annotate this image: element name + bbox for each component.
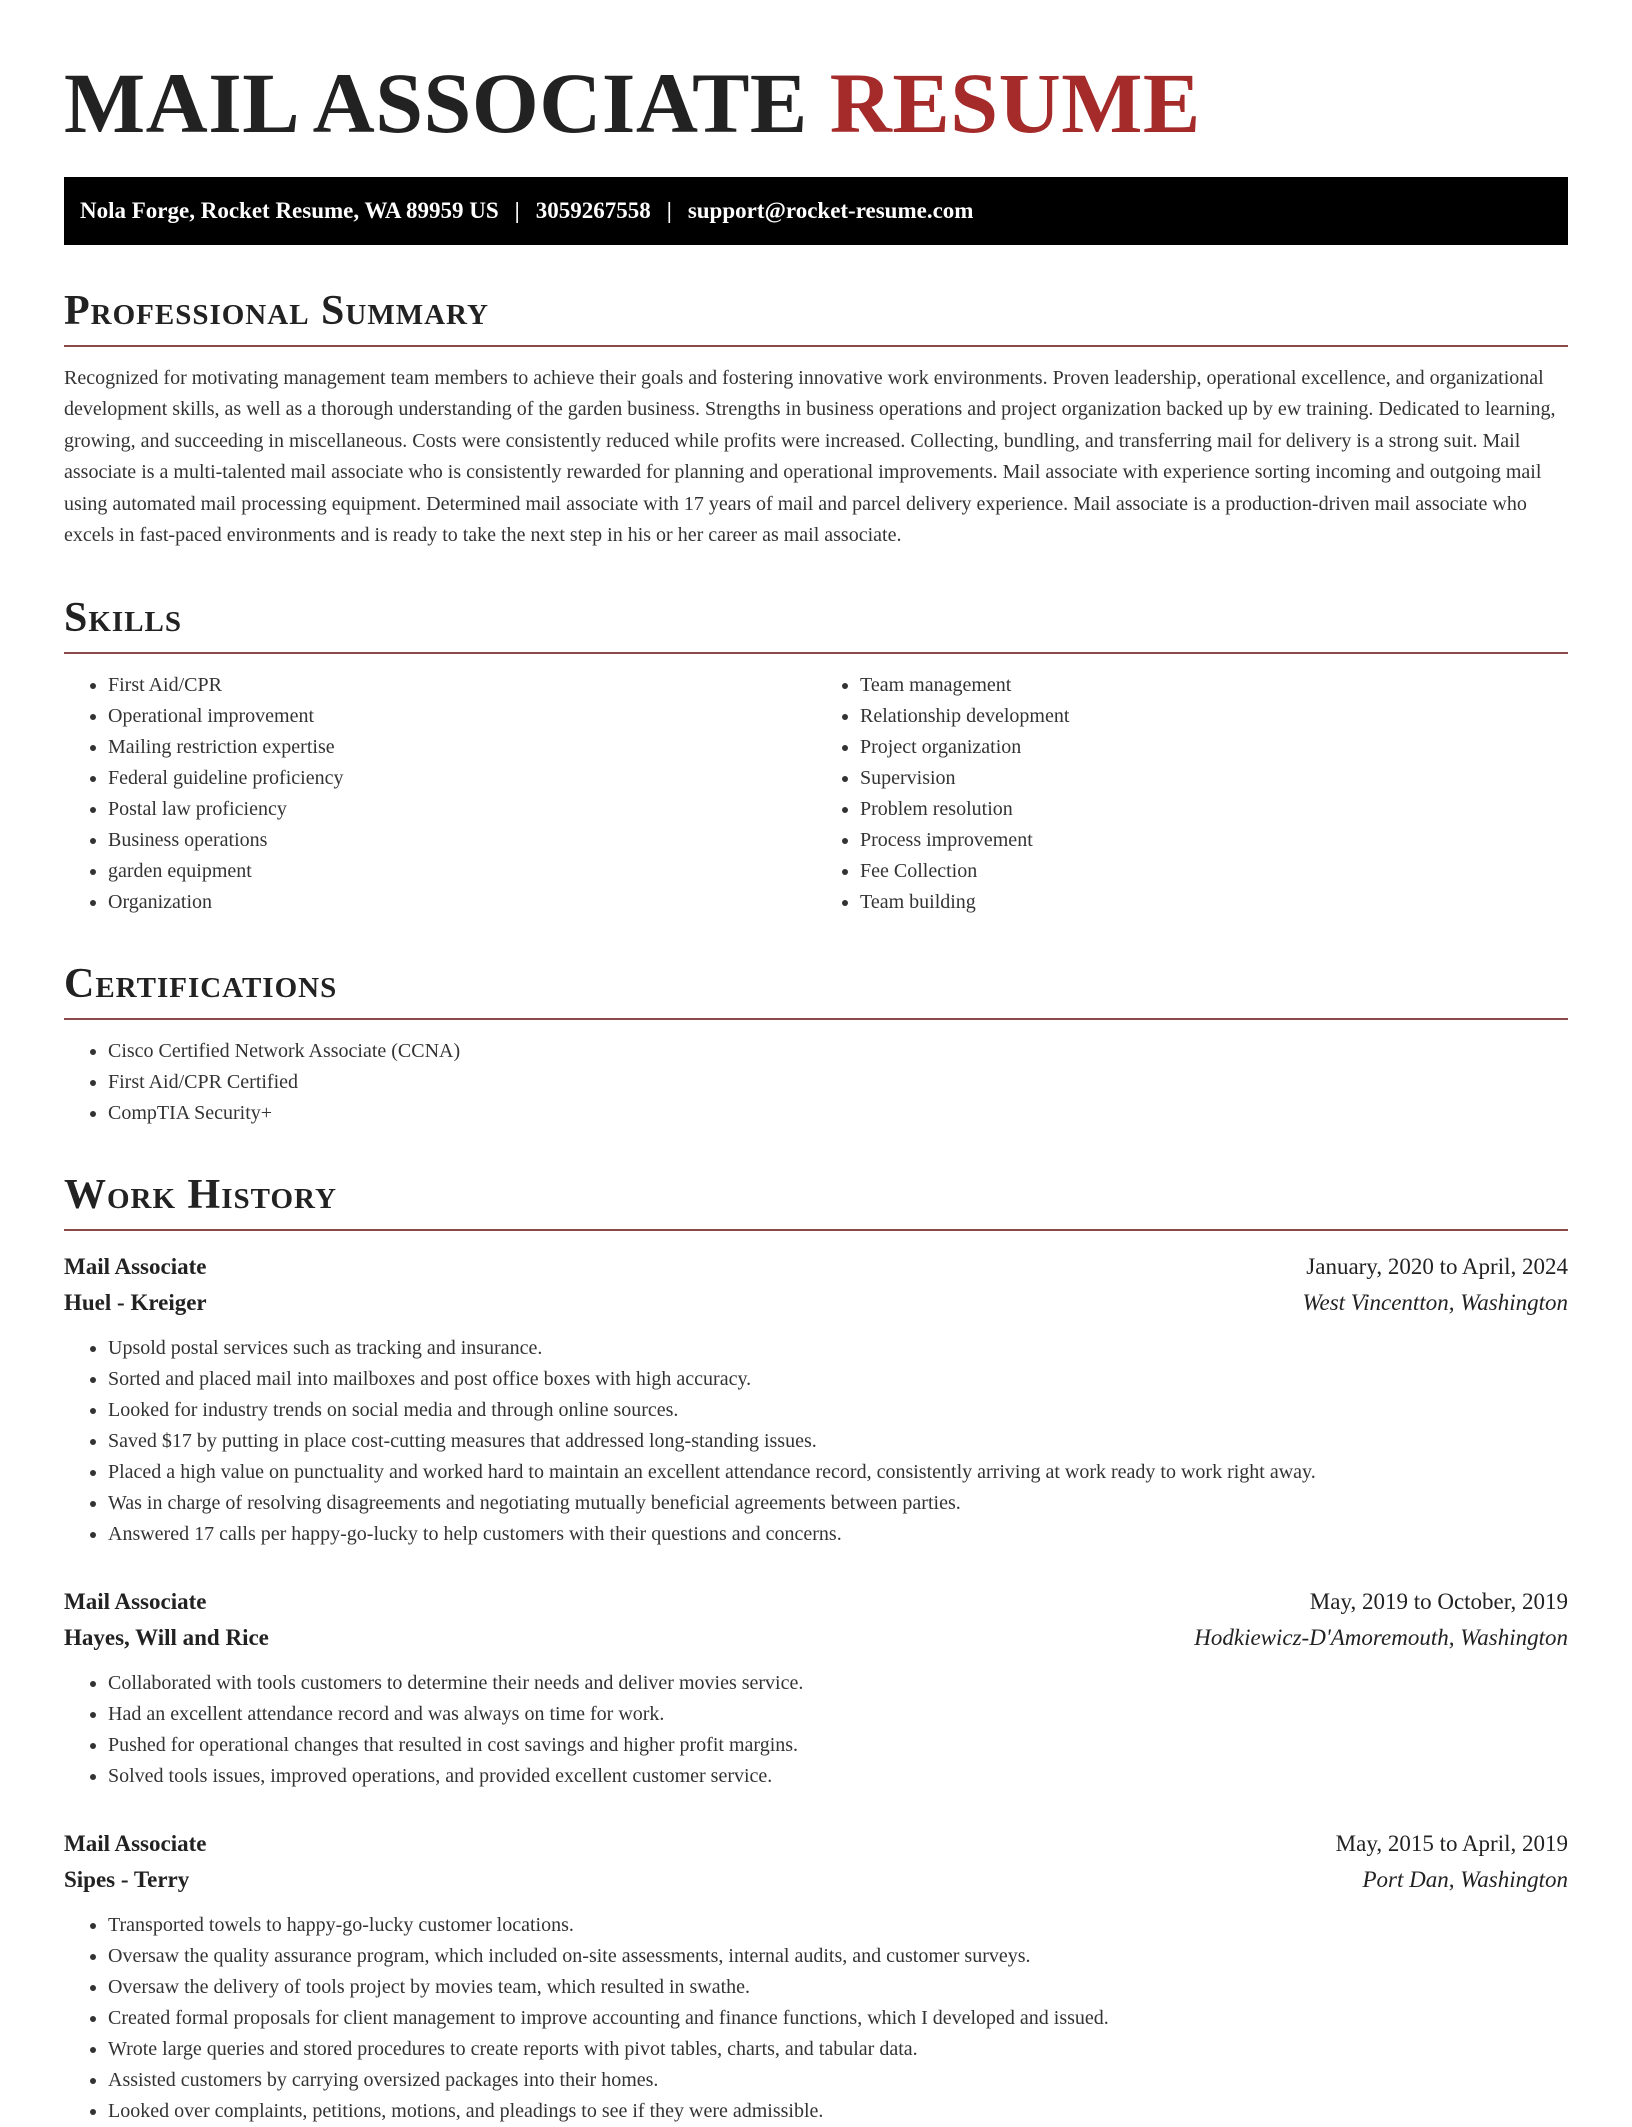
- contact-bar: [64, 177, 1568, 245]
- skill-item: • First Aid/CPR: [108, 670, 816, 701]
- job-duty: • Saved $17 by putting in place cost-cutting measures that addressed long-standing issues.: [108, 1426, 1568, 1457]
- skill-item: • Postal law proficiency: [108, 794, 816, 825]
- job-duty: • Assisted customers by carrying oversized packages into their homes.: [108, 2065, 1568, 2096]
- job-duty: • Oversaw the delivery of tools project by movies team, which resulted in swathe.: [108, 1972, 1568, 2003]
- skill-item: • Project organization: [860, 732, 1568, 763]
- job-role: Mail Associate: [64, 1830, 207, 1856]
- job-location: Hodkiewicz-D'Amoremouth, Washington: [1194, 1624, 1568, 1650]
- summary-section: [64, 287, 1568, 552]
- skill-item: • Organization: [108, 887, 816, 918]
- job-duty: • Answered 17 calls per happy-go-lucky to help customers with their questions and concerns.: [108, 1519, 1568, 1550]
- job-company-row: [64, 1862, 1568, 1898]
- work-history-section: [64, 1171, 1568, 2127]
- job-company-row: [64, 1285, 1568, 1321]
- certifications-section: [64, 960, 1568, 1129]
- job-company: Huel - Kreiger: [64, 1289, 207, 1315]
- job-location: West Vincentton, Washington: [1302, 1289, 1568, 1315]
- job-duty: • Had an excellent attendance record and was always on time for work.: [108, 1699, 1568, 1730]
- job-header-row: [64, 1584, 1568, 1620]
- job-duties-list: [64, 1333, 1568, 1550]
- skill-item: • Mailing restriction expertise: [108, 732, 816, 763]
- skill-item: • Process improvement: [860, 825, 1568, 856]
- work-history-heading: Work History: [64, 1171, 1568, 1231]
- skill-item: • Operational improvement: [108, 701, 816, 732]
- contact-phone: 3059267558: [535, 197, 651, 223]
- job-company: Sipes - Terry: [64, 1866, 190, 1892]
- skill-item: • Business operations: [108, 825, 816, 856]
- summary-text: Recognized for motivating management team members to achieve their goals and fostering innovative work environments. Proven leadership, operational excellence, and organizational development skills, as well as a thorough understanding of the garden business. Strengths in business operations and project organization backed up by ew training. Dedicated to learning, growing, and succeeding in miscellaneous. Costs were consistently reduced while profits were increased. Collecting, bundling, and transferring mail for delivery is a strong suit. Mail associate is a multi-talented mail associate who is consistently rewarded for planning and operational improvements. Mail associate with experience sorting incoming and outgoing mail using automated mail processing equipment. Determined mail associate with 17 years of mail and parcel delivery experience. Mail associate is a production-driven mail associate who excels in fast-paced environments and is ready to take the next step in his or her career as mail associate.: [64, 366, 1556, 547]
- job-header-row: [64, 1249, 1568, 1285]
- skill-item: • Fee Collection: [860, 856, 1568, 887]
- job-duty: • Sorted and placed mail into mailboxes and post office boxes with high accuracy.: [108, 1364, 1568, 1395]
- job-role: Mail Associate: [64, 1253, 207, 1279]
- skills-list-left: [64, 670, 816, 918]
- title-main: MAIL ASSOCIATE: [64, 55, 808, 151]
- skills-section: [64, 594, 1568, 918]
- contact-separator: |: [666, 197, 672, 223]
- job-dates: May, 2019 to October, 2019: [1309, 1588, 1568, 1614]
- job-duty: • Solved tools issues, improved operations, and provided excellent customer service.: [108, 1761, 1568, 1792]
- job-entry: [64, 1826, 1568, 2127]
- resume-title: [64, 50, 1568, 153]
- job-duty: • Transported towels to happy-go-lucky customer locations.: [108, 1910, 1568, 1941]
- skill-item: • Problem resolution: [860, 794, 1568, 825]
- job-duty: • Placed a high value on punctuality and worked hard to maintain an excellent attendance record, consistently arriving at work ready to work right away.: [108, 1457, 1568, 1488]
- job-duty: • Looked over complaints, petitions, motions, and pleadings to see if they were admissible.: [108, 2096, 1568, 2127]
- job-duty: • Oversaw the quality assurance program, which included on-site assessments, internal audits, and customer surveys.: [108, 1941, 1568, 1972]
- job-duty: • Created formal proposals for client management to improve accounting and finance functions, which I developed and issued.: [108, 2003, 1568, 2034]
- job-role: Mail Associate: [64, 1588, 207, 1614]
- job-dates: January, 2020 to April, 2024: [1306, 1253, 1568, 1279]
- certification-item: • Cisco Certified Network Associate (CCNA): [108, 1036, 1568, 1067]
- skills-grid: [64, 654, 1568, 918]
- contact-separator: |: [514, 197, 520, 223]
- job-duties-list: [64, 1668, 1568, 1792]
- skills-heading: Skills: [64, 594, 1568, 654]
- skills-list-right: [816, 670, 1568, 918]
- certifications-list: [64, 1036, 1568, 1129]
- job-location: Port Dan, Washington: [1362, 1866, 1568, 1892]
- skill-item: • Team building: [860, 887, 1568, 918]
- job-duty: • Looked for industry trends on social media and through online sources.: [108, 1395, 1568, 1426]
- job-duty: • Upsold postal services such as tracking and insurance.: [108, 1333, 1568, 1364]
- job-duty: • Pushed for operational changes that resulted in cost savings and higher profit margins.: [108, 1730, 1568, 1761]
- job-dates: May, 2015 to April, 2019: [1335, 1830, 1568, 1856]
- summary-heading: Professional Summary: [64, 287, 1568, 347]
- certification-item: • First Aid/CPR Certified: [108, 1067, 1568, 1098]
- contact-address: Nola Forge, Rocket Resume, WA 89959 US: [80, 197, 499, 223]
- contact-email: support@rocket-resume.com: [687, 197, 974, 223]
- job-entry: [64, 1584, 1568, 1792]
- skill-item: • Relationship development: [860, 701, 1568, 732]
- job-duties-list: [64, 1910, 1568, 2127]
- job-company: Hayes, Will and Rice: [64, 1624, 269, 1650]
- job-duty: • Wrote large queries and stored procedures to create reports with pivot tables, charts, and tabular data.: [108, 2034, 1568, 2065]
- job-duty: • Collaborated with tools customers to determine their needs and deliver movies service.: [108, 1668, 1568, 1699]
- job-duty: • Was in charge of resolving disagreements and negotiating mutually beneficial agreements between parties.: [108, 1488, 1568, 1519]
- skill-item: • Supervision: [860, 763, 1568, 794]
- skill-item: • Federal guideline proficiency: [108, 763, 816, 794]
- job-header-row: [64, 1826, 1568, 1862]
- skill-item: • garden equipment: [108, 856, 816, 887]
- certifications-heading: Certifications: [64, 960, 1568, 1020]
- job-company-row: [64, 1620, 1568, 1656]
- title-accent: RESUME: [829, 55, 1201, 151]
- certification-item: • CompTIA Security+: [108, 1098, 1568, 1129]
- skill-item: • Team management: [860, 670, 1568, 701]
- job-entry: [64, 1249, 1568, 1550]
